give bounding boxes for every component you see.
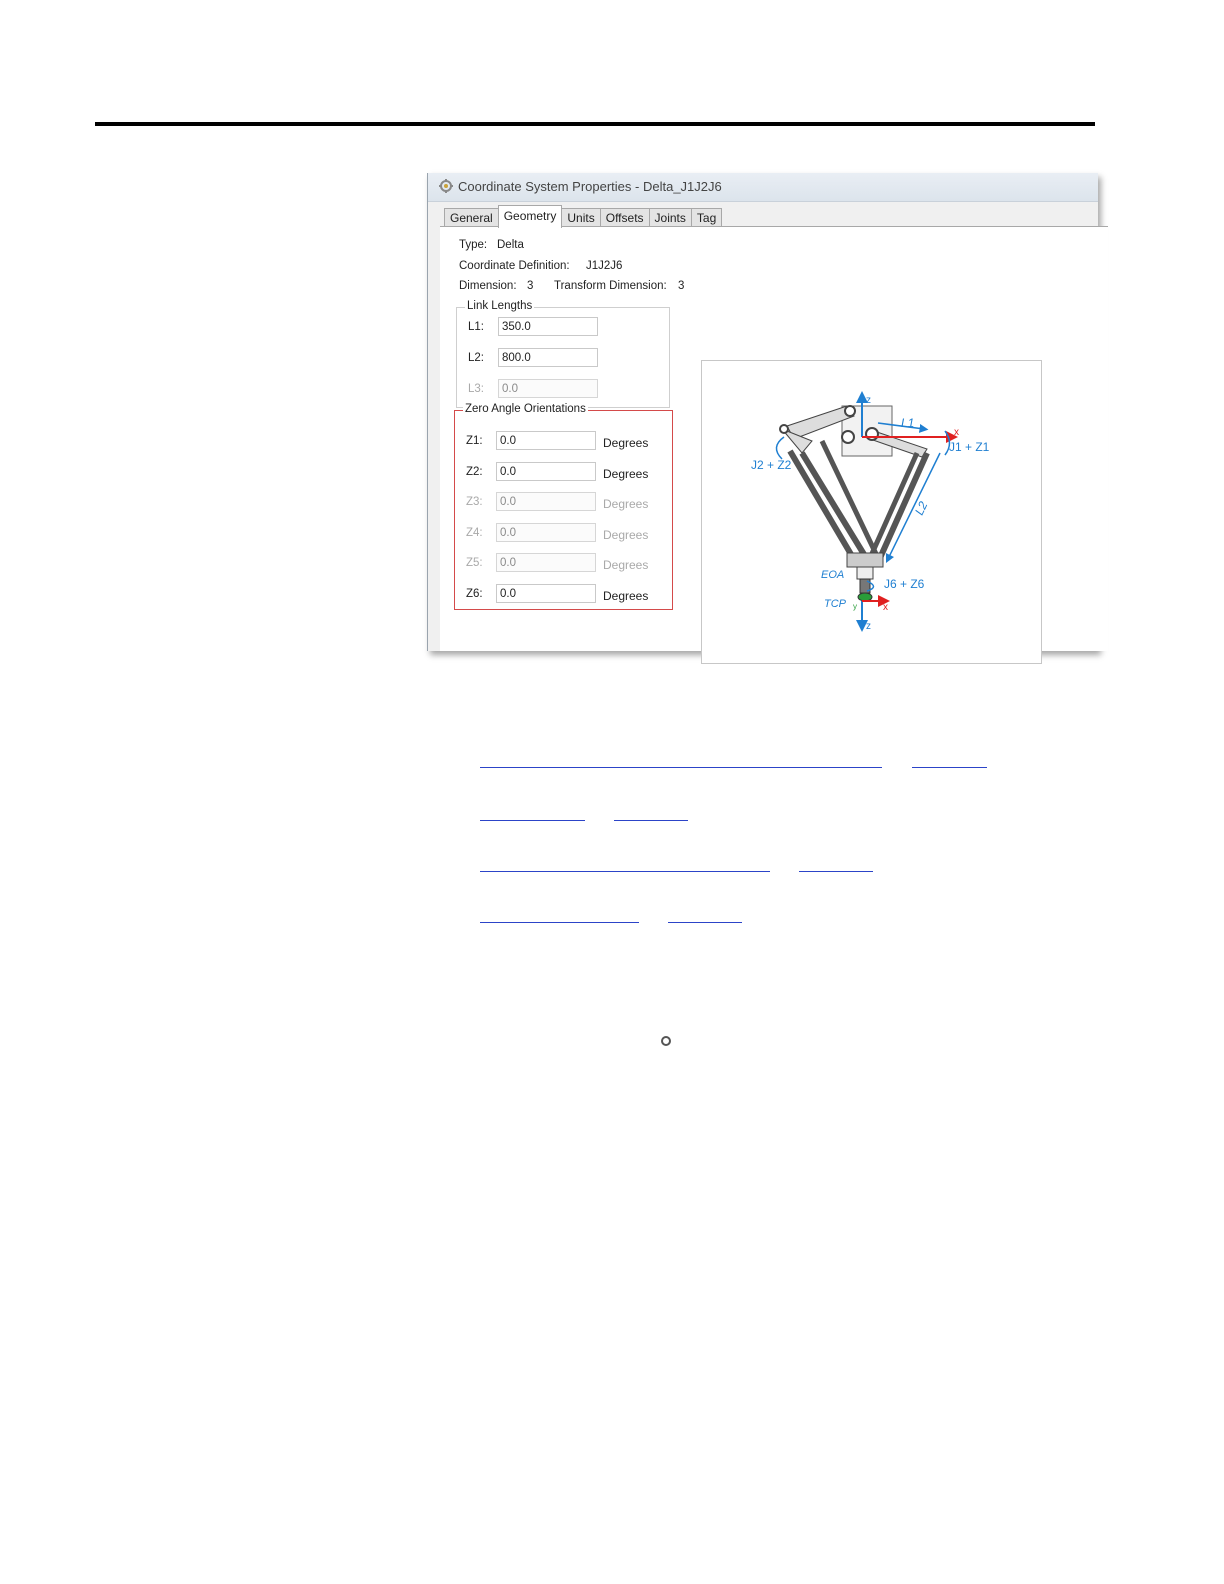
type-value: Delta [497, 239, 524, 251]
tab-strip [444, 205, 721, 227]
z5-input[interactable]: 0.0 [496, 553, 596, 572]
label-y-bottom: y [853, 602, 857, 611]
coord-def-value: J1J2J6 [586, 260, 623, 272]
label-z-bottom: z [866, 621, 871, 632]
label-z-top: z [866, 395, 871, 406]
l2-label: L2: [468, 352, 484, 364]
coord-def-label: Coordinate Definition: [459, 260, 570, 272]
z2-label: Z2: [466, 466, 483, 478]
title-bar [428, 173, 1098, 202]
l3-label: L3: [468, 383, 484, 395]
transform-dimension-value: 3 [678, 280, 685, 292]
link-2a[interactable] [480, 820, 585, 821]
tab-units[interactable]: Units [561, 208, 600, 228]
z4-input[interactable]: 0.0 [496, 523, 596, 542]
z5-label: Z5: [466, 557, 483, 569]
z6-input[interactable]: 0.0 [496, 584, 596, 603]
z6-label: Z6: [466, 588, 483, 600]
delta-robot-diagram [701, 360, 1042, 664]
label-x-top: x [954, 427, 959, 438]
z3-unit: Degrees [603, 497, 649, 511]
tab-general[interactable]: General [444, 208, 499, 228]
dimension-value: 3 [527, 280, 534, 292]
l1-input[interactable]: 350.0 [498, 317, 598, 336]
link-lengths-title: Link Lengths [467, 300, 533, 312]
delta-robot-illustration [702, 361, 1041, 663]
link-3a[interactable] [480, 871, 770, 872]
tab-tag[interactable]: Tag [691, 208, 722, 228]
label-l2: L2 [912, 499, 931, 518]
label-j2z2: J2 + Z2 [751, 458, 792, 472]
link-3b[interactable] [799, 871, 873, 872]
tab-joints[interactable]: Joints [649, 208, 692, 228]
z2-unit: Degrees [603, 467, 649, 481]
z4-label: Z4: [466, 527, 483, 539]
link-row-4 [0, 922, 1224, 924]
tab-geometry[interactable]: Geometry [498, 205, 563, 228]
label-l1: L1 [901, 416, 915, 430]
link-2b[interactable] [614, 820, 688, 821]
label-j6z6: J6 + Z6 [884, 577, 925, 591]
link-row-3 [0, 871, 1224, 873]
z1-input[interactable]: 0.0 [496, 431, 596, 450]
link-1b[interactable] [912, 767, 987, 768]
dimension-label: Dimension: [459, 280, 517, 292]
l2-input[interactable]: 800.0 [498, 348, 598, 367]
link-row-2 [0, 820, 1224, 822]
label-x-bottom: x [883, 602, 888, 613]
link-4a[interactable] [480, 922, 639, 923]
type-label: Type: [459, 239, 488, 251]
z1-label: Z1: [466, 435, 483, 447]
z2-input[interactable]: 0.0 [496, 462, 596, 481]
dialog-title: Coordinate System Properties - Delta_J1J2J6 [458, 179, 722, 194]
top-rule [95, 122, 1095, 126]
z5-unit: Degrees [603, 558, 649, 572]
label-eoa: EOA [821, 569, 845, 581]
link-row-1 [0, 767, 1224, 769]
z3-input[interactable]: 0.0 [496, 492, 596, 511]
link-lengths-group [456, 300, 670, 408]
l1-label: L1: [468, 321, 484, 333]
tab-offsets[interactable]: Offsets [600, 208, 650, 228]
zero-angle-group [454, 403, 673, 610]
coordinate-system-icon [438, 178, 454, 194]
z4-unit: Degrees [603, 528, 649, 542]
z6-unit: Degrees [603, 589, 649, 603]
transform-dimension-label: Transform Dimension: [554, 280, 667, 292]
label-j1z1: J1 + Z1 [949, 440, 990, 454]
label-tcp: TCP [824, 598, 846, 610]
l3-input[interactable]: 0.0 [498, 379, 598, 398]
z3-label: Z3: [466, 496, 483, 508]
geometry-panel [440, 226, 1108, 651]
link-1a[interactable] [480, 767, 882, 768]
z1-unit: Degrees [603, 436, 649, 450]
bullet-icon [661, 1036, 671, 1046]
coordinate-system-dialog [427, 173, 1098, 651]
zero-angle-title: Zero Angle Orientations [465, 403, 586, 415]
link-4b[interactable] [668, 922, 742, 923]
